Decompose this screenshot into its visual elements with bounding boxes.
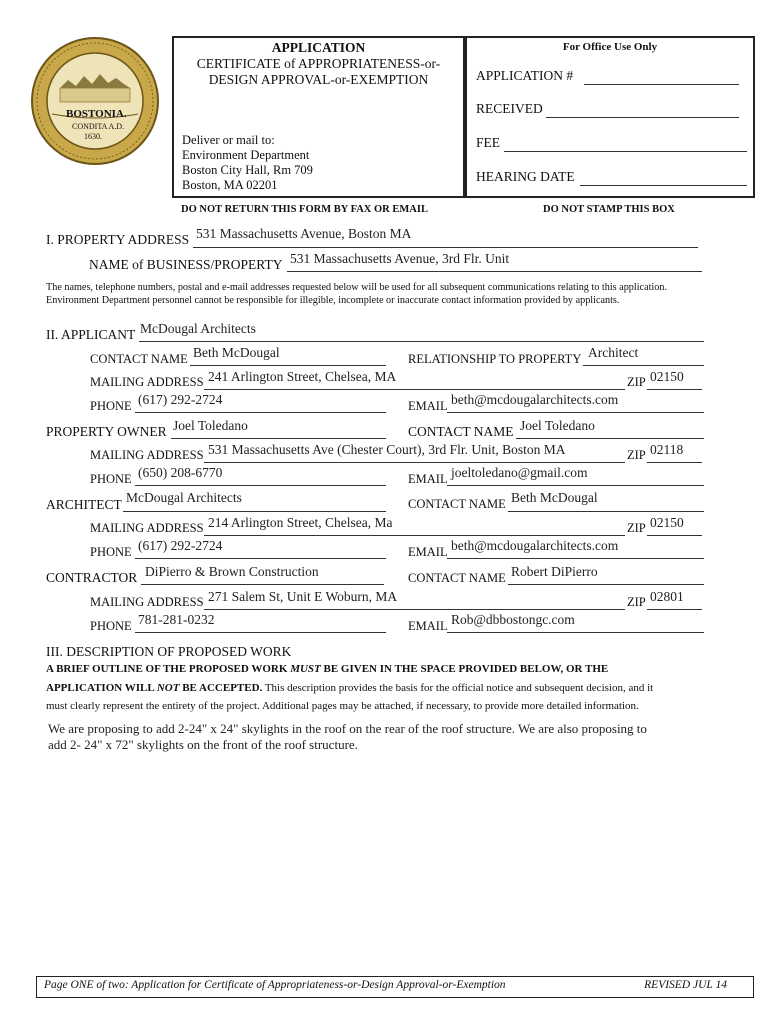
applicant-value[interactable]: McDougal Architects <box>140 321 256 336</box>
deliver-line-2: Environment Department <box>182 148 310 162</box>
applicant-phone-value[interactable]: (617) 292-2724 <box>138 392 223 407</box>
deliver-line-3: Boston City Hall, Rm 709 <box>182 163 313 177</box>
form-subtitle-2: DESIGN APPROVAL-or-EXEMPTION <box>208 72 429 87</box>
owner-value[interactable]: Joel Toledano <box>173 418 248 433</box>
architect-email-value[interactable]: beth@mcdougalarchitects.com <box>451 538 619 553</box>
architect-zip-label: ZIP <box>627 521 646 535</box>
city-seal <box>30 36 160 166</box>
contractor-phone-value[interactable]: 781-281-0232 <box>138 612 215 627</box>
contractor-email-label: EMAIL <box>408 619 448 633</box>
owner-mailing-label: MAILING ADDRESS <box>90 448 204 462</box>
owner-phone-label: PHONE <box>90 472 132 486</box>
applicant-zip-value[interactable]: 02150 <box>650 369 684 384</box>
contractor-contact-label: CONTACT NAME <box>408 571 506 585</box>
owner-contact-label: CONTACT NAME <box>408 424 514 439</box>
business-name-label: NAME of BUSINESS/PROPERTY <box>89 257 283 272</box>
no-fax-notice: DO NOT RETURN THIS FORM BY FAX OR EMAIL <box>181 204 428 215</box>
contractor-zip-value[interactable]: 02801 <box>650 589 684 604</box>
section3-title: III. DESCRIPTION OF PROPOSED WORK <box>46 644 292 659</box>
relationship-label: RELATIONSHIP TO PROPERTY <box>408 352 582 366</box>
architect-contact-label: CONTACT NAME <box>408 497 506 511</box>
owner-zip-label: ZIP <box>627 448 646 462</box>
seal-center-text: BOSTONIA. <box>66 108 127 120</box>
section3-instruction-2: APPLICATION WILL NOT BE ACCEPTED. This description provides the basis for the official notice and subsequent decision, and it <box>46 682 654 694</box>
fee-label: FEE <box>476 135 501 150</box>
no-stamp-notice: DO NOT STAMP THIS BOX <box>543 204 675 215</box>
office-use-box <box>465 36 755 198</box>
applicant-mailing-value[interactable]: 241 Arlington Street, Chelsea, MA <box>208 369 397 384</box>
applicant-label: II. APPLICANT <box>46 327 136 342</box>
contractor-value[interactable]: DiPierro & Brown Construction <box>145 564 319 579</box>
architect-phone-label: PHONE <box>90 545 132 559</box>
contractor-mailing-value[interactable]: 271 Salem St, Unit E Woburn, MA <box>208 589 398 604</box>
footer-box <box>36 976 754 998</box>
owner-email-label: EMAIL <box>408 472 448 486</box>
deliver-line-1: Deliver or mail to: <box>182 133 275 147</box>
contractor-phone-label: PHONE <box>90 619 132 633</box>
form-title: APPLICATION <box>271 40 366 55</box>
header-box <box>172 36 465 198</box>
office-use-title: For Office Use Only <box>562 41 658 53</box>
section3-instruction-1: A BRIEF OUTLINE OF THE PROPOSED WORK MUST BE GIVEN IN THE SPACE PROVIDED BELOW, OR THE <box>46 663 609 675</box>
property-address-label: I. PROPERTY ADDRESS <box>46 232 190 247</box>
architect-value[interactable]: McDougal Architects <box>126 490 242 505</box>
owner-mailing-value[interactable]: 531 Massachusetts Ave (Chester Court), 3rd Flr. Unit, Boston MA <box>208 442 566 457</box>
contractor-label: CONTRACTOR <box>46 570 138 585</box>
work-description-line-2[interactable]: add 2- 24" x 72" skylights on the front of the roof structure. <box>48 737 358 752</box>
contractor-mailing-label: MAILING ADDRESS <box>90 595 204 609</box>
applicant-email-label: EMAIL <box>408 399 448 413</box>
property-address-value[interactable]: 531 Massachusetts Avenue, Boston MA <box>196 226 412 241</box>
contractor-email-value[interactable]: Rob@dbbostongc.com <box>451 612 575 627</box>
applicant-mailing-label: MAILING ADDRESS <box>90 375 204 389</box>
form-subtitle-1: CERTIFICATE of APPROPRIATENESS-or- <box>196 56 441 71</box>
applicant-phone-label: PHONE <box>90 399 132 413</box>
owner-zip-value[interactable]: 02118 <box>650 442 684 457</box>
business-name-value[interactable]: 531 Massachusetts Avenue, 3rd Flr. Unit <box>290 251 510 266</box>
applicant-contact-value[interactable]: Beth McDougal <box>193 345 280 360</box>
applicant-zip-label: ZIP <box>627 375 646 389</box>
architect-label: ARCHITECT <box>46 497 122 512</box>
seal-sub-text: CONDITA A.D. <box>72 122 125 131</box>
architect-mailing-value[interactable]: 214 Arlington Street, Chelsea, Ma <box>208 515 393 530</box>
footer-page-text: Page ONE of two: Application for Certificate of Appropriateness-or-Design Approval-or-Exemption <box>44 979 506 991</box>
architect-email-label: EMAIL <box>408 545 448 559</box>
hearing-date-label: HEARING DATE <box>476 169 575 184</box>
work-description-line-1[interactable]: We are proposing to add 2-24" x 24" skylights in the roof on the rear of the roof structure. We are also proposing to <box>48 721 647 736</box>
owner-label: PROPERTY OWNER <box>46 424 167 439</box>
architect-phone-value[interactable]: (617) 292-2724 <box>138 538 223 553</box>
applicant-contact-label: CONTACT NAME <box>90 352 188 366</box>
applicant-email-value[interactable]: beth@mcdougalarchitects.com <box>451 392 619 407</box>
relationship-value[interactable]: Architect <box>588 345 639 360</box>
section3-instruction-3: must clearly represent the entirety of the project. Additional pages may be attached, if necessary, to provide more detailed information. <box>46 700 639 712</box>
contact-note-1: The names, telephone numbers, postal and e-mail addresses requested below will be used for all subsequent communications relating to this application. <box>46 282 667 293</box>
owner-phone-value[interactable]: (650) 208-6770 <box>138 465 223 480</box>
architect-contact-value[interactable]: Beth McDougal <box>511 490 598 505</box>
owner-contact-value[interactable]: Joel Toledano <box>520 418 595 433</box>
contractor-zip-label: ZIP <box>627 595 646 609</box>
footer-revised: REVISED JUL 14 <box>644 979 727 991</box>
contractor-contact-value[interactable]: Robert DiPierro <box>511 564 598 579</box>
seal-year: 1630. <box>84 132 102 141</box>
received-label: RECEIVED <box>476 101 543 116</box>
application-number-label: APPLICATION # <box>476 68 574 83</box>
owner-email-value[interactable]: joeltoledano@gmail.com <box>451 465 588 480</box>
deliver-line-4: Boston, MA 02201 <box>182 178 278 192</box>
architect-mailing-label: MAILING ADDRESS <box>90 521 204 535</box>
contact-note-2: Environment Department personnel cannot be responsible for illegible, incomplete or inaccurate contact information provided by applicants. <box>46 295 620 306</box>
architect-zip-value[interactable]: 02150 <box>650 515 684 530</box>
